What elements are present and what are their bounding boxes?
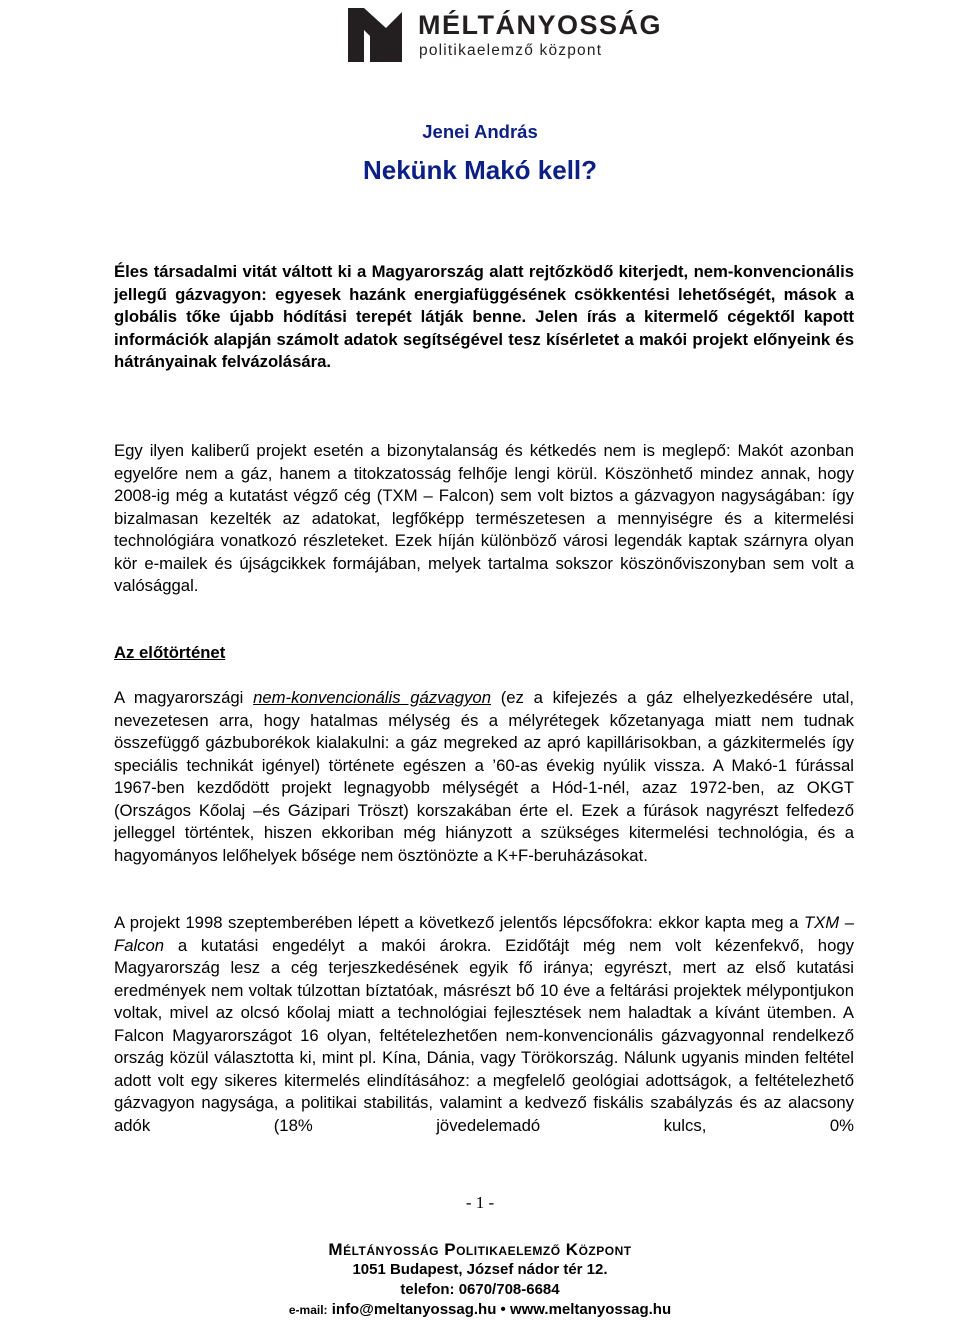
page-number: - 1 -	[465, 1193, 495, 1212]
paragraph-3-company: TXM – Falcon	[114, 913, 854, 955]
author-name: Jenei András	[422, 121, 538, 142]
header-logo	[346, 6, 663, 66]
logo-subtitle: politikaelemző központ	[419, 42, 603, 59]
paragraph-3-start: A projekt 1998 szeptemberében lépett a következő jelentős lépcsőfokra: ekkor kapta meg a	[114, 913, 804, 932]
logo-mark-icon	[346, 6, 404, 64]
paragraph-1	[114, 440, 854, 598]
footer-address: 1051 Budapest, József nádor tér 12.	[352, 1261, 608, 1278]
lead-paragraph	[114, 261, 854, 374]
paragraph-3-text	[114, 912, 854, 1137]
paragraph-2-text	[114, 687, 854, 867]
section-heading: Az előtörténet	[114, 643, 226, 662]
paragraph-1-text: Egy ilyen kaliberű projekt esetén a bizonytalanság és kétkedés nem is meglepő: Makót azonban egyelőre nem a gáz, hanem a titokzatosság felhője lengi körül. Köszönhető mindez annak, hogy 2008-ig még a kutatást végző cég (TXM – Falcon) sem volt biztos a gázvagyon nagyságában: így bizalmasan kezelték az adatokat, legfőképp természetesen a mennyiségre és a kitermelési technológiára vonatkozó részleteket. Ezek híján különböző városi legendák kaptak szárnyra olyan kör e-mailek és újságcikkek formájában, melyek tartalma sokszor köszönőviszonyban sem volt a valósággal.	[114, 441, 854, 595]
footer-org-name: Méltányosság Politikaelemző Központ	[328, 1240, 632, 1259]
footer	[0, 1240, 960, 1320]
paragraph-2-start: A magyarországi	[114, 688, 254, 707]
article-title: Nekünk Makó kell?	[362, 155, 598, 185]
footer-email-line	[0, 1300, 960, 1320]
paragraph-2-rest: (ez a kifejezés a gáz elhelyezkedésére utal, nevezetesen arra, hogy hatalmas mélység és a mélyrétegek kőzetanyaga miatt nem tudnak összefüggő gázbuborékok kialakulni: a gáz megreked az apró kapillárisokban, a gázkitermelés így speciális technikát igényel) története egészen a ’60-as évekig nyúlik vissza. A Makó-1 fúrással 1967-ben kezdődött projekt legnagyobb mélységét a Hód-1-nél, azaz 1972-ben, az OKGT (Országos Kőolaj –és Gázipari Tröszt) korszakában érte el. Ezek a fúrások nagyrészt felfedező jelleggel történtek, hiszen ekkoriban még hiányzott a szükséges kitermelési technológia, és a hagyományos lelőhelyek bősége nem ösztönözte a K+F-beruházásokat.	[114, 688, 854, 865]
footer-email-label: e-mail:	[288, 1303, 328, 1317]
paragraph-2-term: nem-konvencionális gázvagyon	[253, 688, 491, 707]
logo-title: MÉLTÁNYOSSÁG	[418, 10, 663, 40]
footer-phone: telefon: 0670/708-6684	[400, 1281, 560, 1298]
lead-text: Éles társadalmi vitát váltott ki a Magyarország alatt rejtőzködő kiterjedt, nem-konvencionális jellegű gázvagyon: egyesek hazánk energiafüggésének csökkentési lehetőségét, mások a globális tőke újabb hódítási terepét látják benne. Jelen írás a kitermelő cégektől kapott információk alapján számolt adatok segítségével tesz kísérletet a makói projekt előnyeink és hátrányainak felvázolására.	[114, 262, 854, 371]
footer-email-links[interactable]: info@meltanyossag.hu • www.meltanyossag.hu	[331, 1301, 672, 1318]
paragraph-3-rest: a kutatási engedélyt a makói árokra. Ezidőtájt még nem volt kézenfekvő, hogy Magyarország lesz a cég terjeszkedésének egyik fő iránya; egyrészt, mert az első kutatási eredmények nem voltak túlzottan bíztatóak, másrészt bő 10 éve a feltárási projektek mélypontjukon voltak, mivel az olcsó kőolaj miatt a technológiai fejlesztések nem haladtak a kívánt ütemben. A Falcon Magyarországot 16 olyan, feltételezhetően nem-konvencionális gázvagyonnal rendelkező ország közül választotta ki, mint pl. Kína, Dánia, vagy Törökország. Nálunk ugyanis minden feltétel adott volt egy sikeres kitermelés elindításához: a megfelelő geológiai adottságok, a feltételezhető gázvagyon nagysága, a politikai stabilitás, valamint a kedvező fiskális szabályzás és az alacsony adók (18% jövedelemadó kulcs, 0%	[114, 935, 854, 1135]
paragraph-3	[114, 912, 854, 1137]
paragraph-2	[114, 687, 854, 867]
